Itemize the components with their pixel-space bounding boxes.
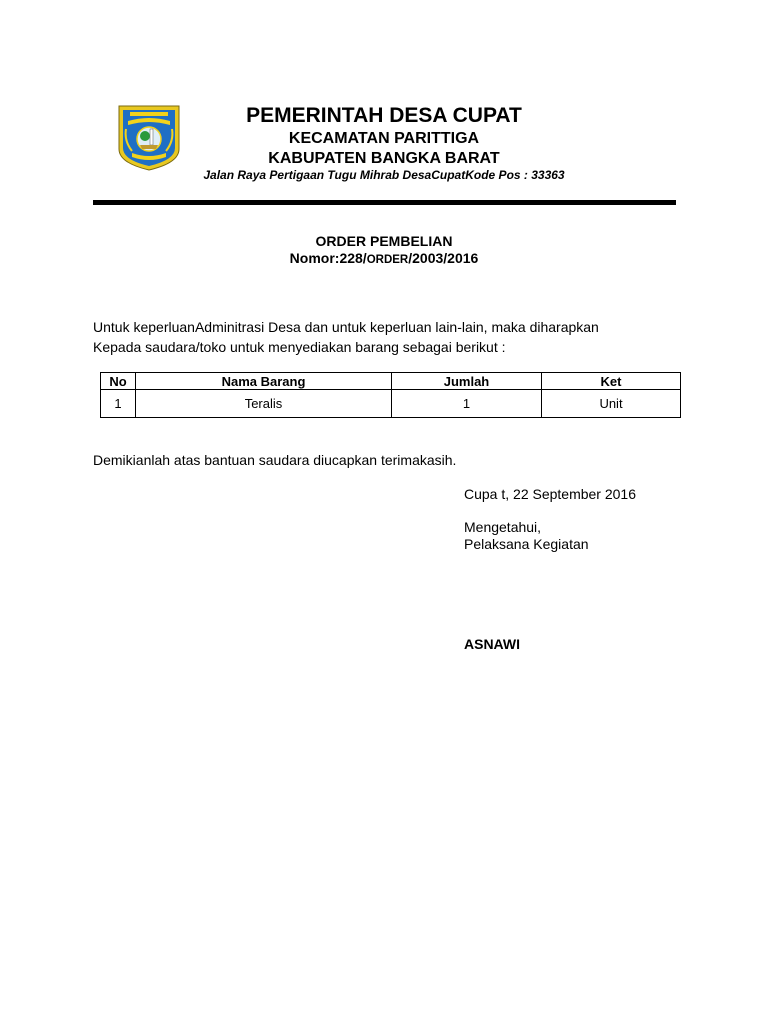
letterhead-district: KECAMATAN PARITTIGA (288, 130, 480, 147)
header-cell: Jumlah (392, 373, 542, 390)
document-number (200, 250, 568, 266)
number-mid: ORDER (366, 254, 409, 266)
intro-paragraph (93, 317, 599, 357)
signer-role: Pelaksana Kegiatan (464, 536, 589, 552)
regency-emblem-icon (118, 105, 180, 171)
header-cell: Ket (542, 373, 681, 390)
closing-text: Demikianlah atas bantuan saudara diucapkan terimakasih. (93, 452, 457, 468)
letterhead-address: Jalan Raya Pertigaan Tugu Mihrab DesaCupatKode Pos : 33363 (203, 168, 565, 182)
table-header-row (101, 373, 681, 390)
letterhead-title: PEMERINTAH DESA CUPAT (246, 104, 522, 127)
header-divider (93, 200, 676, 205)
number-suffix: /2003/2016 (408, 250, 479, 266)
header-cell: No (101, 373, 136, 390)
document-title: ORDER PEMBELIAN (315, 233, 453, 249)
number-prefix: Nomor:228/ (289, 250, 367, 266)
table-cell: Teralis (136, 390, 392, 418)
place-date: Cupa t, 22 September 2016 (464, 486, 637, 502)
signer-name: ASNAWI (464, 636, 520, 652)
intro-line: Kepada saudara/toko untuk menyediakan barang sebagai berikut : (93, 339, 506, 355)
intro-line: Untuk keperluanAdminitrasi Desa dan untuk keperluan lain-lain, maka diharapkan (93, 319, 599, 335)
header-cell: Nama Barang (136, 373, 392, 390)
table-cell: 1 (101, 390, 136, 418)
table-cell: 1 (392, 390, 542, 418)
letterhead-regency: KABUPATEN BANGKA BARAT (268, 150, 500, 167)
acknowledged-label: Mengetahui, (464, 519, 542, 535)
items-table (100, 372, 681, 418)
table-row (101, 390, 681, 418)
table-cell: Unit (542, 390, 681, 418)
